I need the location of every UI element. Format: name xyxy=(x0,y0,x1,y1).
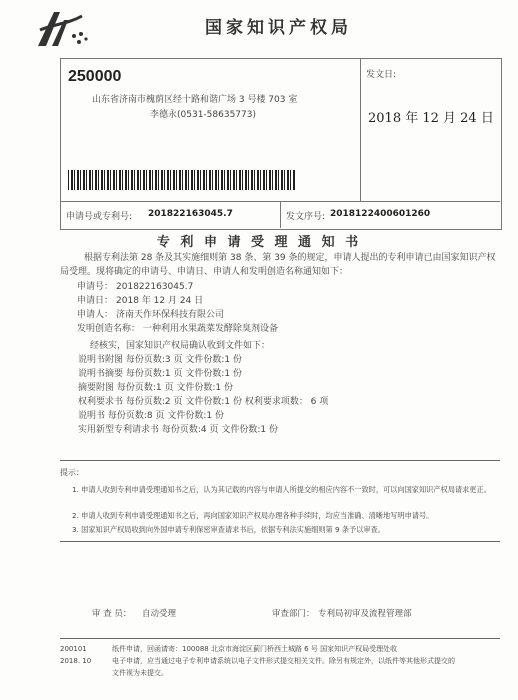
footer-notes xyxy=(112,643,502,679)
reviewer: 自动受理 xyxy=(142,609,177,619)
field-application-number xyxy=(77,279,193,292)
tip-item: 2. 申请人收到专利申请受理通知书之后，再向国家知识产权局办理各种手续时，均应当准确、清晰地写明申请号。 xyxy=(72,511,434,520)
section-divider xyxy=(60,460,500,461)
application-number-label: 申请号或专利号: xyxy=(66,212,133,222)
field-value: 济南天作环保科技有限公司 xyxy=(116,310,225,320)
footer-note: 纸件申请，回函请寄：100088 北京市海淀区蓟门桥西土城路 6 号 国家知识产权局受理处收 xyxy=(112,645,398,653)
department-label: 审查部门： xyxy=(272,609,315,619)
tip-item: 3. 国家知识产权局收到向外国申请专利保密审查请求书后，依据专利法实施细则第 9 条予以审查。 xyxy=(72,525,385,534)
application-number: 201822163045.7 xyxy=(148,209,233,219)
field-application-date xyxy=(77,293,203,306)
field-label: 申请号： xyxy=(77,282,114,292)
form-code-line: 200101 xyxy=(60,645,87,653)
document-row: 摘要附图 每份页数:1 页 文件份数:1 份 xyxy=(78,383,233,393)
agency-name: 国家知识产权局 xyxy=(205,18,352,38)
field-label: 发明创造名称： xyxy=(77,324,141,334)
intro-paragraph: 根据专利法第 28 条及其实施细则第 38 条、第 39 条的规定，申请人提出的专利申请已由国家知识产权局受理。现将确定的申请号、申请日、申请人和发明创造名称通知如下： xyxy=(60,253,496,277)
field-label: 申请人： xyxy=(77,310,114,320)
footer-divider xyxy=(60,638,500,639)
document-row: 说明书 每份页数:8 页 文件份数:1 份 xyxy=(78,411,224,421)
address-frame xyxy=(60,58,502,230)
tips-title: 提示： xyxy=(60,468,84,477)
cnipa-logo-icon xyxy=(34,6,94,50)
document-number: 2018122400601260 xyxy=(330,209,431,219)
frame-mid-divider xyxy=(280,201,281,228)
department: 专利局初审及流程管理部 xyxy=(318,609,412,619)
document-title: 专 利 申 请 受 理 通 知 书 xyxy=(156,235,362,250)
field-invention-name xyxy=(77,321,278,334)
document-row: 说明书附图 每份页数:3 页 文件份数:1 份 xyxy=(78,355,242,365)
document-number-label: 发文序号: xyxy=(286,212,326,222)
reviewer-label: 审 查 员： xyxy=(92,609,132,619)
tip-item: 1. 申请人收到专利申请受理通知书之后，认为其记载的内容与申请人所提交的相应内容不一致时，可以向国家知识产权局请求更正。 xyxy=(72,485,491,494)
document-row: 说明书摘要 每份页数:1 页 文件份数:1 份 xyxy=(78,369,242,379)
footer-note: 电子申请，应当通过电子专利申请系统以电子文件形式提交相关文件。除另有规定外，以纸件等其他形式提交的 xyxy=(112,657,455,665)
field-applicant xyxy=(77,307,224,320)
send-date-value: 2018 年 12 月 24 日 xyxy=(368,111,494,126)
document-row: 权利要求书 每份页数:2 页 文件份数:1 份 权利要求项数： 6 项 xyxy=(78,397,329,407)
barcode xyxy=(68,170,296,190)
field-value: 一种利用水果蔬菜发酵除臭剂设备 xyxy=(143,324,279,334)
field-value: 2018 年 12 月 24 日 xyxy=(116,296,204,306)
postcode: 250000 xyxy=(68,68,122,85)
document-row: 实用新型专利请求书 每份页数:4 页 文件份数:1 份 xyxy=(78,425,278,435)
received-statement: 经核实，国家知识产权局确认收到文件如下： xyxy=(90,341,271,351)
frame-divider xyxy=(360,58,361,202)
field-value: 201822163045.7 xyxy=(116,282,194,292)
send-date-label: 发文日: xyxy=(366,70,397,80)
form-code-line: 2018. 10 xyxy=(60,657,92,665)
section-divider xyxy=(60,541,500,542)
footer-note: 文件视为未提交。 xyxy=(112,669,168,677)
recipient-address: 山东省济南市槐荫区经十路和谐广场 3 号楼 703 室 xyxy=(92,95,298,105)
form-code xyxy=(60,643,91,667)
field-label: 申请日： xyxy=(77,296,114,306)
recipient-contact: 李德永(0531-58635773) xyxy=(150,110,256,120)
